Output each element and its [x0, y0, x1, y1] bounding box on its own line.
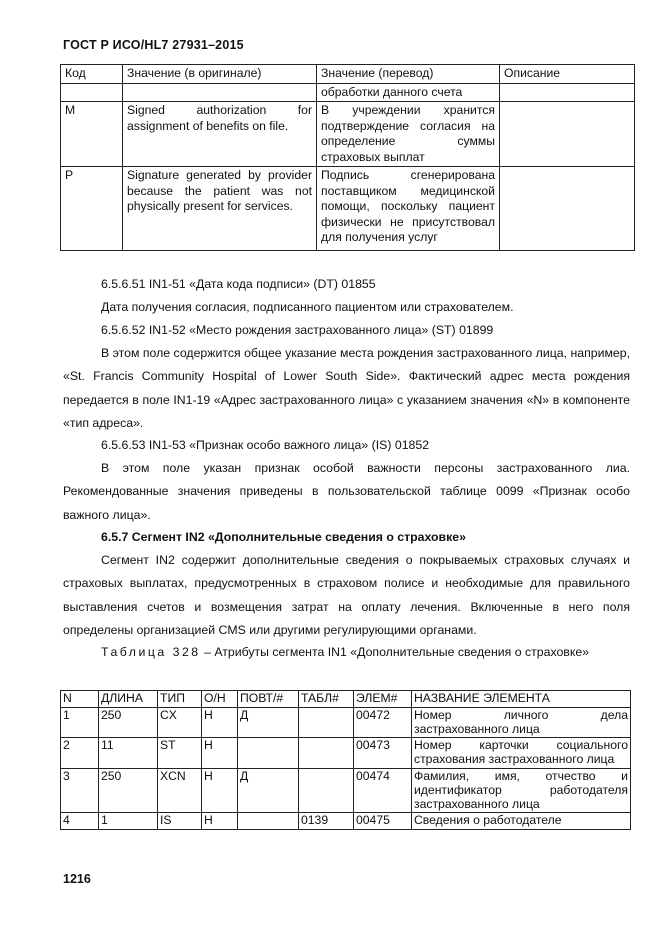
table-cell — [238, 738, 299, 769]
table-cell: Н — [202, 768, 238, 812]
table-cell — [238, 813, 299, 830]
section-heading: 6.5.6.51 IN1-51 «Дата кода подписи» (DT) 01855 — [101, 277, 376, 291]
header-cell: Описание — [500, 65, 635, 84]
table-cell — [500, 83, 635, 102]
paragraph: В этом поле указан признак особой важности персоны застрахованного лиа. Рекомендованные значения приведены в пользовательской таблице 0099 «Признак особо важного лица». — [63, 461, 630, 522]
table-cell: XCN — [158, 768, 202, 812]
table-cell: Номер личного дела застрахованного лица — [412, 707, 631, 738]
caption-label: Таблица 328 — [101, 645, 201, 659]
table-cell: 2 — [61, 738, 99, 769]
table-header-row — [61, 691, 631, 708]
table-cell — [299, 768, 354, 812]
header-cell: Значение (перевод) — [317, 65, 500, 84]
header-cell: ТАБЛ# — [299, 691, 354, 708]
caption-text: – Атрибуты сегмента IN1 «Дополнительные сведения о страховке» — [200, 645, 590, 659]
paragraph: В этом поле содержится общее указание места рождения застрахованного лица, например, «St. Francis Community Hospital of Lower South Side». Фактический адрес места рождения передается в поле IN1-19 «Адрес застрахованного лица» с указанием значения «N» в компоненте «тип адреса». — [63, 346, 630, 430]
header-cell: О/Н — [202, 691, 238, 708]
table-cell: обработки данного счета — [317, 83, 500, 102]
table-cell — [299, 707, 354, 738]
table-cell: 3 — [61, 768, 99, 812]
table-cell: 1 — [99, 813, 158, 830]
paragraph: Дата получения согласия, подписанного пациентом или страхователем. — [101, 300, 514, 314]
header-cell: ПОВТ/# — [238, 691, 299, 708]
header-cell: НАЗВАНИЕ ЭЛЕМЕНТА — [412, 691, 631, 708]
table-cell: 250 — [99, 768, 158, 812]
table-cell: Signature generated by provider because the patient was not physically present for services. — [123, 167, 317, 251]
header-cell: N — [61, 691, 99, 708]
table-cell: Н — [202, 813, 238, 830]
code-table — [60, 64, 635, 251]
header-cell: Значение (в оригинале) — [123, 65, 317, 84]
table-row — [61, 768, 631, 812]
table-row — [61, 738, 631, 769]
table-cell — [500, 167, 635, 251]
table-cell: 00473 — [354, 738, 412, 769]
table-cell: M — [61, 102, 123, 167]
table-cell — [61, 83, 123, 102]
section-heading-bold: 6.5.7 Сегмент IN2 «Дополнительные сведения о страховке» — [101, 530, 466, 544]
section-heading: 6.5.6.53 IN1-53 «Признак особо важного лица» (IS) 01852 — [101, 438, 430, 452]
table-cell: Д — [238, 707, 299, 738]
table-cell: 00474 — [354, 768, 412, 812]
table-cell: 0139 — [299, 813, 354, 830]
table-header-row — [61, 65, 635, 84]
table-cell: IS — [158, 813, 202, 830]
table-cell — [299, 738, 354, 769]
document-header: ГОСТ Р ИСО/HL7 27931–2015 — [63, 38, 244, 52]
table-cell: Фамилия, имя, отчество и идентификатор работодателя застрахованного лица — [412, 768, 631, 812]
attributes-table — [60, 690, 631, 830]
table-cell: 1 — [61, 707, 99, 738]
table-cell — [123, 83, 317, 102]
header-cell: ДЛИНА — [99, 691, 158, 708]
table-cell: Д — [238, 768, 299, 812]
table-row — [61, 167, 635, 251]
table-cell — [500, 102, 635, 167]
header-cell: ТИП — [158, 691, 202, 708]
table-cell: В учреждении хранится подтверждение согласия на определение суммы страховых выплат — [317, 102, 500, 167]
table-row — [61, 83, 635, 102]
header-cell: Код — [61, 65, 123, 84]
table-cell: 250 — [99, 707, 158, 738]
table-row — [61, 102, 635, 167]
table-row — [61, 813, 631, 830]
table-cell: Подпись сгенерирована поставщиком медицинской помощи, поскольку пациент физически не присутствовал для получения услуг — [317, 167, 500, 251]
section-heading: 6.5.6.52 IN1-52 «Место рождения застрахованного лица» (ST) 01899 — [101, 323, 494, 337]
table-cell: 4 — [61, 813, 99, 830]
table-cell: Номер карточки социального страхования застрахованного лица — [412, 738, 631, 769]
header-cell: ЭЛЕМ# — [354, 691, 412, 708]
table-cell: Н — [202, 738, 238, 769]
paragraph: Сегмент IN2 содержит дополнительные сведения о покрываемых страховых случаях и страховых выплатах, предусмотренных в страховом полисе и необходимые для правильного выставления счетов и возмещения затрат на оплату лечения. Включенные в него поля определены организацией CMS или другими регулирующими органами. — [63, 553, 630, 637]
page-number: 1216 — [63, 872, 91, 886]
table-cell: 00475 — [354, 813, 412, 830]
table-row — [61, 707, 631, 738]
table-caption — [63, 641, 630, 664]
table-cell: 11 — [99, 738, 158, 769]
table-cell: Сведения о работодателе — [412, 813, 631, 830]
table-cell: P — [61, 167, 123, 251]
table-cell: Н — [202, 707, 238, 738]
table-cell: ST — [158, 738, 202, 769]
table-cell: CX — [158, 707, 202, 738]
table-cell: 00472 — [354, 707, 412, 738]
table-cell: Signed authorization for assignment of benefits on file. — [123, 102, 317, 167]
